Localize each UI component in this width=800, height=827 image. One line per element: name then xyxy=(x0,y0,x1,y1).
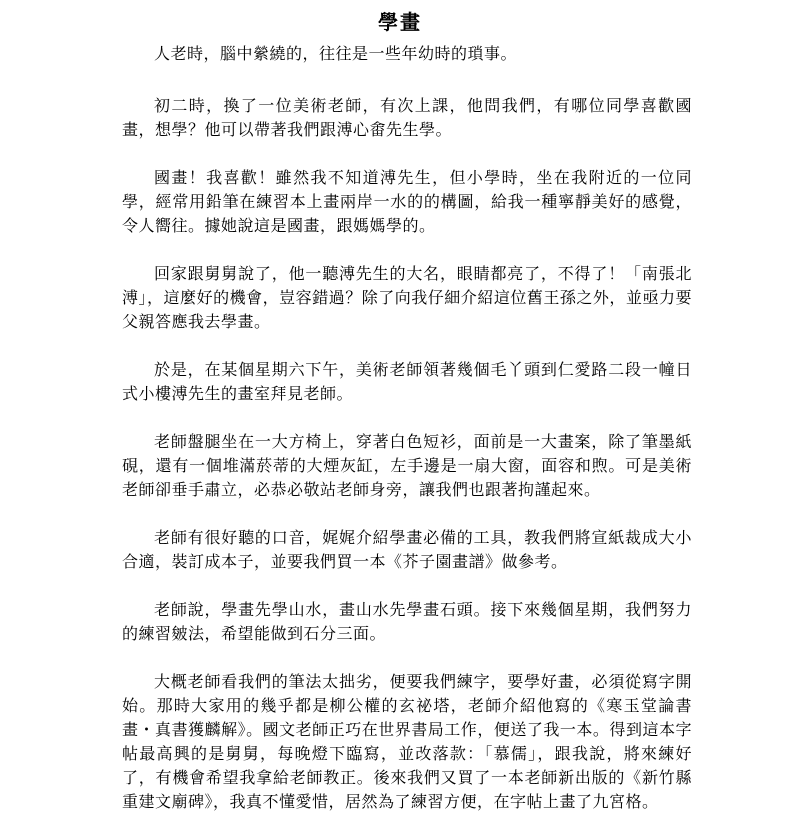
paragraph-5: 於是，在某個星期六下午，美術老師領著幾個毛丫頭到仁愛路二段一幢日式小樓溥先生的畫室拜見老師。 xyxy=(122,360,692,403)
paragraph-8: 老師說，學畫先學山水，畫山水先學畫石頭。接下來幾個星期，我們努力的練習皴法，希望能做到石分三面。 xyxy=(122,600,692,643)
paragraph-4: 回家跟舅舅說了，他一聽溥先生的大名，眼睛都亮了，不得了！「南張北溥」，這麼好的機會，豈容錯過？除了向我仔細介紹這位舊王孫之外，並亟力要父親答應我去學畫。 xyxy=(122,264,692,331)
document-title: 學畫 xyxy=(378,10,422,34)
paragraph-2: 初二時，換了一位美術老師，有次上課，他問我們，有哪位同學喜歡國畫，想學？他可以帶著我們跟溥心畬先生學。 xyxy=(122,96,692,139)
paragraph-9: 大概老師看我們的筆法太拙劣，便要我們練字，要學好畫，必須從寫字開始。那時大家用的幾乎都是柳公權的玄祕塔，老師介紹他寫的《寒玉堂論書畫・真書獲麟解》。國文老師正巧在世界書局工作，便送了我一本。得到這本字帖最高興的是舅舅，每晚燈下臨寫，並改落款：「慕儒」，跟我說，將來練好了，有機會希望我拿給老師教正。後來我們又買了一本老師新出版的《新竹縣重建文廟碑》，我真不懂愛惜，居然為了練習方便，在字帖上畫了九宮格。 xyxy=(122,672,692,811)
paragraph-6: 老師盤腿坐在一大方椅上，穿著白色短衫，面前是一大畫案，除了筆墨紙硯，還有一個堆滿菸蒂的大煙灰缸，左手邊是一扇大窗，面容和煦。可是美術老師卻垂手肅立，必恭必敬站老師身旁，讓我們也跟著拘謹起來。 xyxy=(122,432,692,499)
paragraph-3: 國畫！我喜歡！雖然我不知道溥先生，但小學時，坐在我附近的一位同學，經常用鉛筆在練習本上畫兩岸一水的的構圖，給我一種寧靜美好的感覺，令人嚮往。據她說這是國畫，跟媽媽學的。 xyxy=(122,168,692,235)
paragraph-1: 人老時，腦中縈繞的，往往是一些年幼時的瑣事。 xyxy=(154,44,518,63)
paragraph-7: 老師有很好聽的口音，娓娓介紹學畫必備的工具，教我們將宣紙裁成大小合適，裝訂成本子，並要我們買一本《芥子園畫譜》做參考。 xyxy=(122,528,692,571)
